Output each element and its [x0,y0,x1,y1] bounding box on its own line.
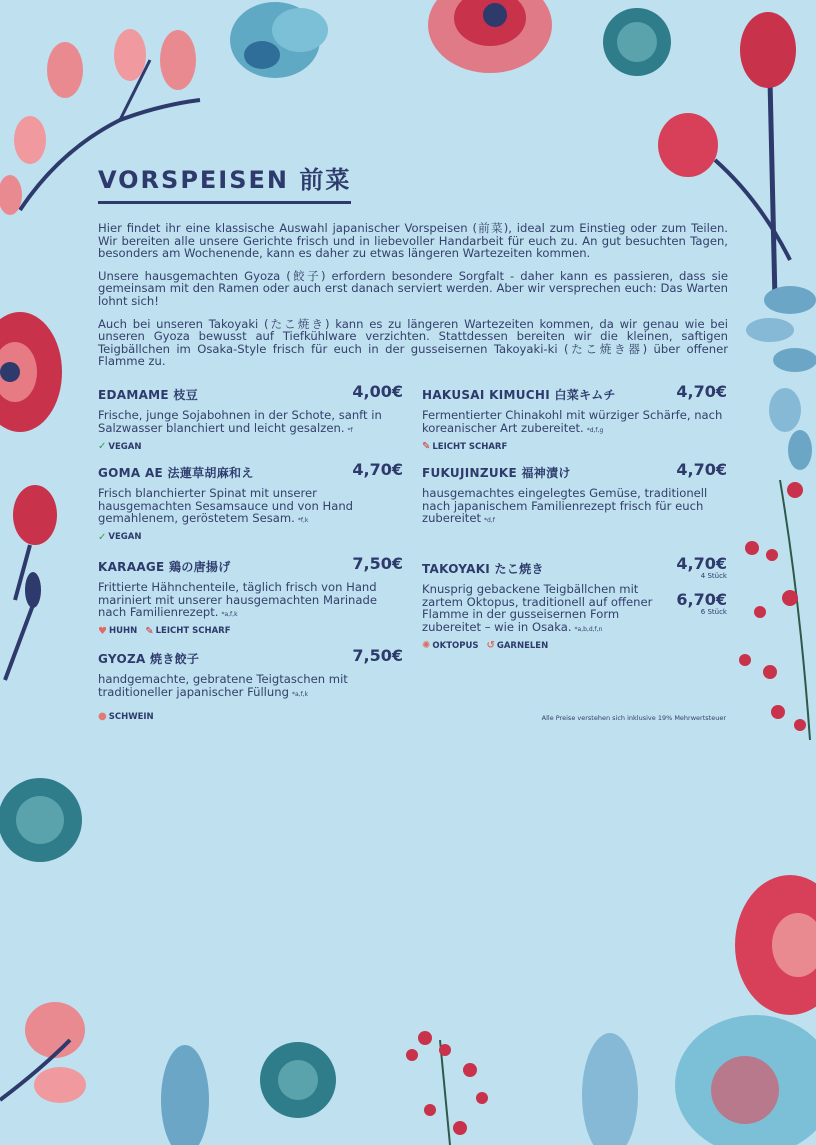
item-portion: 6 Stück [700,608,727,616]
chicken-icon: ♥ [98,625,107,637]
menu-item-gyoza [98,648,403,722]
item-tags [98,532,403,543]
item-name: FUKUJINZUKE 福神漬け [422,466,571,480]
item-description: Knusprig gebackene Teigbällchen mit zartem Oktopus, traditionell auf offener Flamme in der gusseisernen Form zubereitet – wie in Osaka. *a,b,d,f,n [422,582,653,634]
allergen-codes: *a,f,k [291,690,309,698]
item-tags [422,441,727,452]
menu-item-edamame [98,384,403,452]
price-note: Alle Preise verstehen sich inklusive 19% Mehrwertsteuer [541,714,726,722]
tag-pork: ● SCHWEIN [98,711,154,723]
red-berries-right [739,480,810,740]
item-name: HAKUSAI KIMUCHI 白菜キムチ [422,388,616,402]
item-tags [98,626,403,637]
item-description: Frittierte Hähnchenteile, täglich frisch von Hand mariniert mit unserer hausgemachten Marinade nach Familienrezept. *a,f,k [98,580,378,620]
tag-mild-spicy: ✎ LEICHT SCHARF [422,441,508,453]
item-price: 4,70€ [352,460,403,479]
red-flower-left [0,312,62,432]
intro-paragraph-2: Unsere hausgemachten Gyoza (餃子) erfordern besondere Sorgfalt - daher kann es passieren, dass sie gemeinsam mit den Ramen oder auch erst danach serviert werden. Aber wir versprechen euch: Das Warten lohnt sich! [98,268,728,308]
item-portion: 4 Stück [700,572,727,580]
item-name: GOMA AE 法蓮草胡麻和え [98,466,254,480]
tag-octopus: ✺ OKTOPUS [422,640,479,652]
item-description: handgemachte, gebratene Teigtaschen mit traditioneller japanischer Füllung *a,f,k [98,672,348,699]
blue-leaves-right [746,286,816,470]
intro-paragraph-1: Hier findet ihr eine klassische Auswahl japanischer Vorspeisen (前菜), ideal zum Einstieg oder zum Teilen. Wir bereiten alle unsere Gerichte frisch und in liebevoller Handarbeit für euch zu. An gut besuchten Tagen, besonders am Wochenende, kann es daher zu etwas längeren Wartezeiten kommen. [98,221,728,261]
item-price: 7,50€ [352,646,403,665]
tag-mild-spicy: ✎ LEICHT SCHARF [145,625,231,637]
item-name: KARAAGE 鶏の唐揚げ [98,560,231,574]
item-name: TAKOYAKI たこ焼き [422,562,544,576]
item-description: Frisch blanchierter Spinat mit unserer hausgemachten Sesamsauce und von Hand gemahlenem, geröstetem Sesam. *f,k [98,486,354,526]
octopus-icon: ✺ [422,640,431,652]
allergen-codes: *d,f,g [586,426,604,434]
allergen-codes: *d,f [484,517,495,525]
item-description: Fermentierter Chinakohl mit würziger Schärfe, nach koreanischer Art zubereitet. *d,f,g [422,408,723,435]
item-description: Frische, junge Sojabohnen in der Schote, sanft in Salzwasser blanchiert und leicht gesalzen. *f [98,408,382,435]
vegan-icon: ✓ [98,531,107,543]
menu-item-takoyaki [422,554,727,652]
chili-icon: ✎ [422,441,431,453]
item-price: 7,50€ [352,554,403,573]
item-name: EDAMAME 枝豆 [98,388,198,402]
blue-flowers-bottom [161,1033,638,1145]
pig-icon: ● [98,711,107,723]
vegan-icon: ✓ [98,441,107,453]
item-price: 4,70€ [676,460,727,479]
item-price: 4,70€ [676,382,727,401]
menu-item-karaage [98,556,403,637]
teal-spiky-flower-left [0,778,82,862]
tag-chicken: ♥ HUHN [98,625,138,637]
shrimp-icon: ↺ [486,640,495,652]
item-price: 4,70€ [676,554,727,573]
item-description: hausgemachtes eingelegtes Gemüse, traditionell nach japanischem Familienrezept frisch für euch zubereitet *d,f [422,486,708,526]
page-title: VORSPEISEN 前菜 [98,160,351,204]
item-price-6-pieces [676,592,727,616]
item-tags [422,640,727,651]
flowers-bottom-right [675,875,816,1145]
red-berries-bottom [406,1031,488,1145]
intro-section [98,160,728,378]
chili-icon: ✎ [145,625,154,637]
red-bud-left [5,485,57,680]
menu-item-hakusai-kimuchi [422,384,727,452]
allergen-codes: *a,b,d,f,n [574,625,603,633]
item-price: 6,70€ [676,590,727,609]
menu-item-goma-ae [98,462,403,543]
item-price-4-pieces [676,556,727,580]
menu-item-fukujinzuke [422,462,727,528]
red-rose-top [428,0,552,73]
tag-vegan: ✓ VEGAN [98,531,142,543]
tag-vegan: ✓ VEGAN [98,441,142,453]
intro-text [98,222,728,368]
item-name: GYOZA 焼き餃子 [98,652,200,666]
allergen-codes: *a,f,k [221,611,238,619]
item-tags [98,711,403,722]
blue-flower-top [230,2,328,78]
allergen-codes: *f,k [297,517,309,525]
intro-paragraph-3: Auch bei unseren Takoyaki (たこ焼き) kann es zu längeren Wartezeiten kommen, da wir genau wie bei unseren Gyoza bewusst auf Tiefkühlware verzichten. Stattdessen bereiten wir die kleinen, saftigen Teigbällchen im Osaka-Style frisch für euch in der gusseisernen Takoyaki-ki (たこ焼き器) über offener Flamme zu. [98,316,728,369]
teal-spiky-flower-top [603,8,671,76]
item-tags [98,441,403,452]
item-price: 4,00€ [352,382,403,401]
pink-tulip-branch-bottom-left [0,1002,86,1103]
allergen-codes: *f [347,426,353,434]
tag-shrimp: ↺ GARNELEN [486,640,549,652]
